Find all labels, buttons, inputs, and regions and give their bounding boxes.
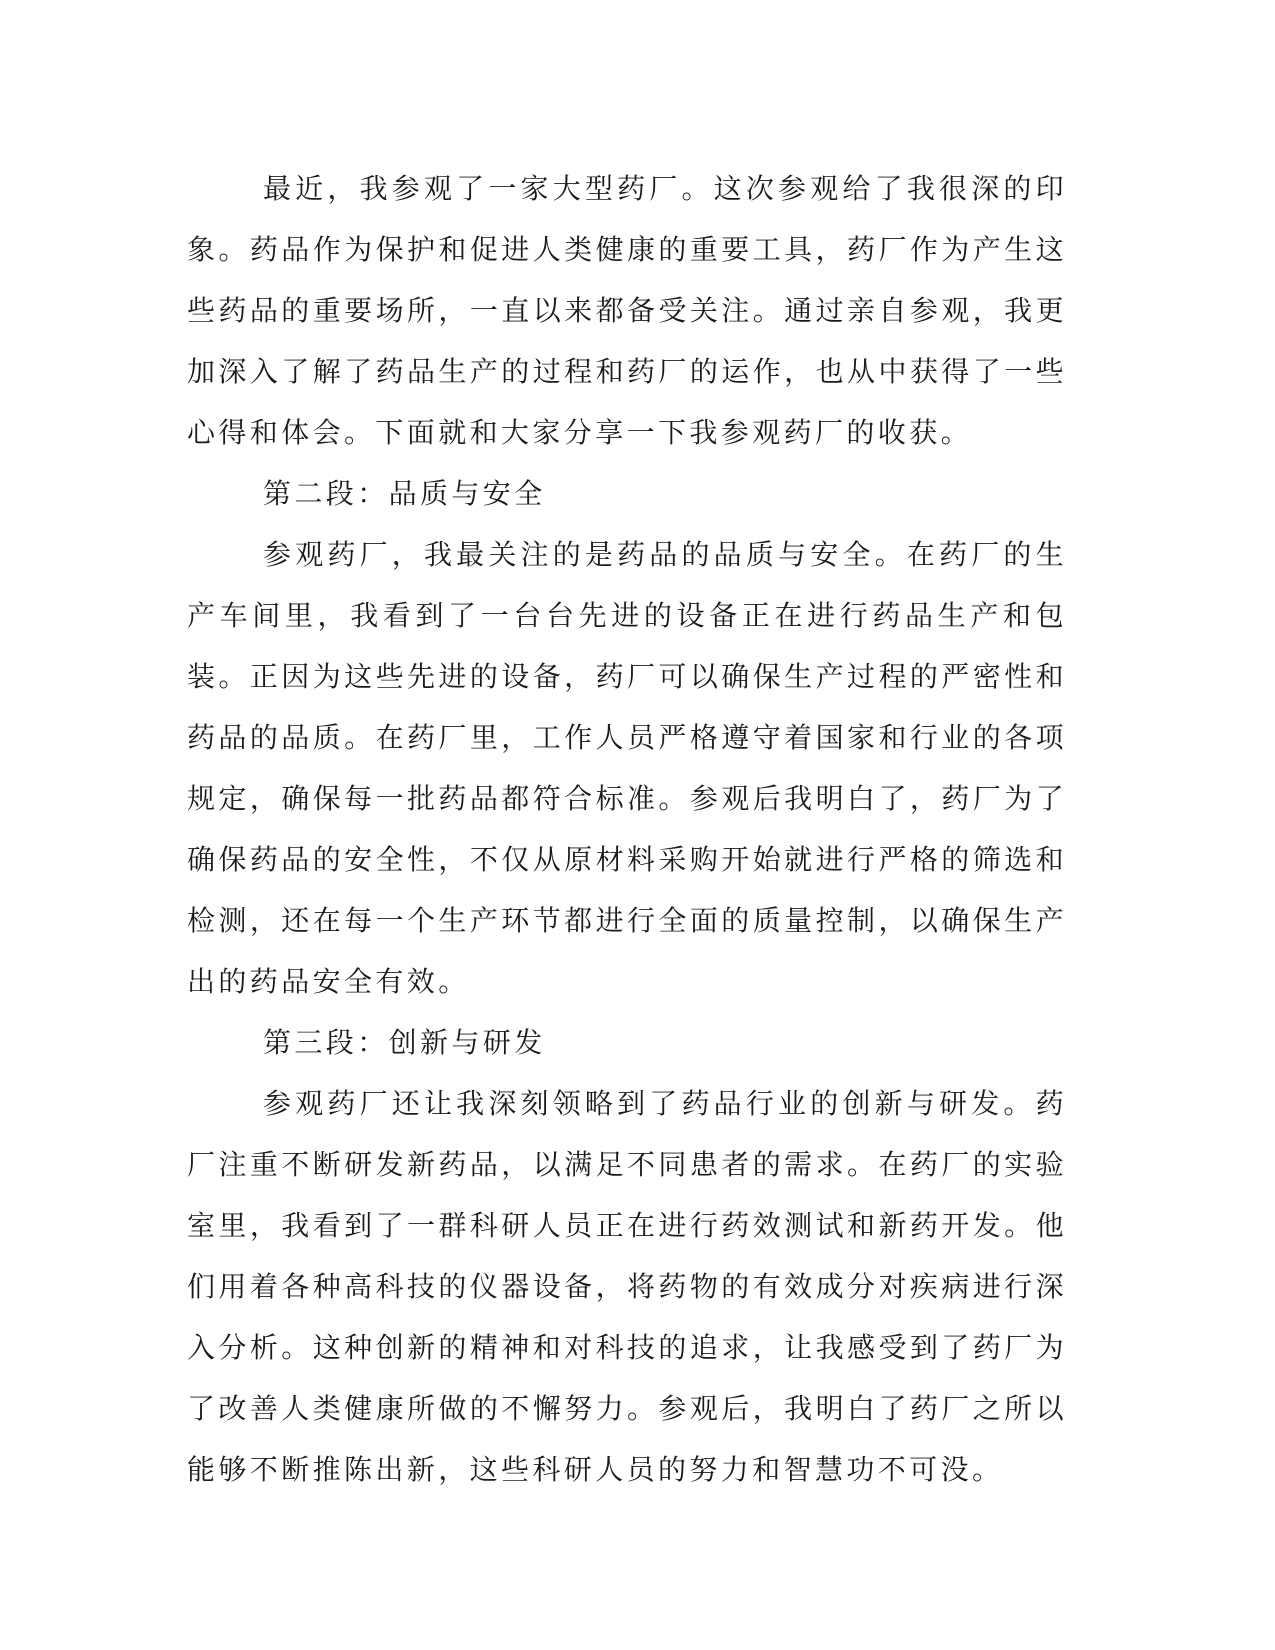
innovation-rd-paragraph: 参观药厂还让我深刻领略到了药品行业的创新与研发。药厂注重不断研发新药品，以满足不同患者的需求。在药厂的实验室里，我看到了一群科研人员正在进行药效测试和新药开发。他们用着各种高科技的仪器设备，将药物的有效成分对疾病进行深入分析。这种创新的精神和对科技的追求，让我感受到了药厂为了改善人类健康所做的不懈努力。参观后，我明白了药厂之所以能够不断推陈出新，这些科研人员的努力和智慧功不可没。: [187, 1087, 1067, 1486]
quality-safety-paragraph: 参观药厂，我最关注的是药品的品质与安全。在药厂的生产车间里，我看到了一台台先进的设备正在进行药品生产和包装。正因为这些先进的设备，药厂可以确保生产过程的严密性和药品的品质。在药厂里，工作人员严格遵守着国家和行业的各项规定，确保每一批药品都符合标准。参观后我明白了，药厂为了确保药品的安全性，不仅从原材料采购开始就进行严格的筛选和检测，还在每一个生产环节都进行全面的质量控制，以确保生产出的药品安全有效。: [187, 538, 1067, 998]
intro-paragraph: 最近，我参观了一家大型药厂。这次参观给了我很深的印象。药品作为保护和促进人类健康的重要工具，药厂作为产生这些药品的重要场所，一直以来都备受关注。通过亲自参观，我更加深入了解了药品生产的过程和药厂的运作，也从中获得了一些心得和体会。下面就和大家分享一下我参观药厂的收获。: [187, 172, 1067, 449]
section-heading-innovation-rd: 第三段：创新与研发: [263, 1026, 546, 1059]
document-body: [187, 158, 1067, 1500]
section-heading-quality-safety: 第二段：品质与安全: [263, 477, 546, 510]
